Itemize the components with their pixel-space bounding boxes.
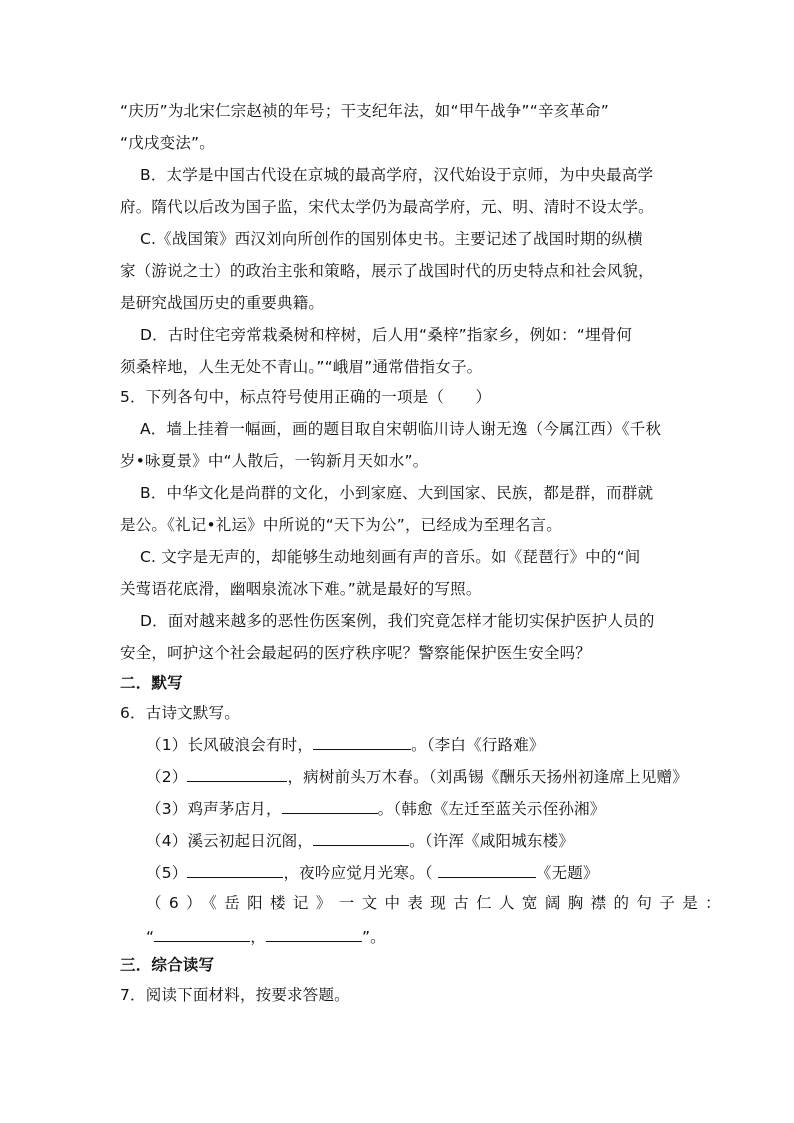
q5-option-c-line-2: 关莺语花底滑，幽咽泉流冰下难。”就是最好的写照。 (120, 580, 482, 598)
question-6: 6．古诗文默写。 (120, 704, 240, 722)
poem-5-middle: ，夜吟应觉月光寒。（ (283, 864, 433, 882)
section-heading-dictation: 二．默写 (120, 674, 183, 692)
q5-option-a-line-1: A．墙上挂着一幅画，画的题目取自宋朝临川诗人谢无逸（今属江西）《千秋 (140, 420, 662, 438)
option-d-line-2: 须桑梓地，人生无处不青山。”“峨眉”通常借指女子。 (120, 358, 483, 376)
answer-blank-2[interactable] (187, 765, 287, 782)
poem-item-4 (146, 829, 574, 851)
poem-2-prefix: （2） (146, 768, 188, 786)
option-c-line-3: 是研究战国历史的重要典籍。 (120, 294, 325, 312)
poem-4-suffix: 。（许浑《咸阳城东楼》 (409, 832, 575, 850)
q5-option-d-line-1: D．面对越来越多的恶性伤医案例，我们究竟怎样才能切实保护医护人员的 (140, 612, 655, 630)
text-line-2: “戊戌变法”。 (120, 134, 215, 152)
answer-blank-5[interactable] (187, 861, 283, 878)
poem-item-6-line-2 (146, 925, 386, 947)
poem-3-prefix: （3）鸡声茅店月， (146, 800, 282, 818)
answer-blank-6b[interactable] (266, 925, 362, 942)
text-line-1: “庆历”为北宋仁宗赵祯的年号；干支纪年法，如“甲午战争”“辛亥革命” (120, 102, 609, 120)
option-c-line-1: C.《战国策》西汉刘向所创作的国别体史书。主要记述了战国时期的纵横 (140, 230, 643, 248)
poem-1-suffix: 。（李白《行路难》 (411, 736, 545, 754)
question-7: 7．阅读下面材料，按要求答题。 (120, 986, 350, 1004)
poem-item-2 (146, 765, 688, 787)
answer-blank-3[interactable] (282, 797, 378, 814)
poem-item-6-line-1: （6）《岳阳楼记》一文中表现古仁人宽阔胸襟的句子是： (146, 894, 729, 912)
q5-option-a-line-2: 岁•咏夏景》中“人散后，一钩新月天如水”。 (120, 452, 429, 470)
answer-blank-5-author[interactable] (438, 861, 536, 878)
quote-open: “ (146, 928, 155, 946)
option-c-line-2: 家（游说之士）的政治主张和策略，展示了战国时代的历史特点和社会风貌， (120, 262, 654, 280)
answer-blank-1[interactable] (313, 733, 411, 750)
poem-item-3 (146, 797, 605, 819)
q5-option-c-line-1: C. 文字是无声的，却能够生动地刻画有声的音乐。如《琵琶行》中的“间 (140, 548, 641, 566)
option-d-line-1: D．古时住宅旁常栽桑树和梓树，后人用“桑梓”指家乡，例如：“埋骨何 (140, 326, 633, 344)
poem-item-5 (146, 861, 599, 883)
poem-1-prefix: （1）长风破浪会有时， (146, 736, 314, 754)
poem-5-suffix: 《无题》 (535, 864, 599, 882)
section-heading-reading-writing: 三．综合读写 (120, 956, 215, 974)
answer-blank-4[interactable] (313, 829, 409, 846)
poem-3-suffix: 。（韩愈《左迁至蓝关示侄孙湘》 (377, 800, 606, 818)
option-b-line-2: 府。隋代以后改为国子监，宋代太学仍为最高学府，元、明、清时不设太学。 (120, 198, 654, 216)
question-5: 5．下列各句中，标点符号使用正确的一项是（ ） (120, 388, 492, 406)
q5-option-d-line-2: 安全，呵护这个社会最起码的医疗秩序呢？警察能保护医生安全吗？ (120, 644, 592, 662)
poem-item-1 (146, 733, 545, 755)
poem-5-prefix: （5） (146, 864, 188, 882)
q5-option-b-line-2: 是公。《礼记•礼运》中所说的“天下为公”，已经成为至理名言。 (120, 516, 562, 534)
poem-2-suffix: ，病树前头万木春。（刘禹锡《酬乐天扬州初逢席上见赠》 (287, 768, 688, 786)
quote-close: ”。 (361, 928, 386, 946)
option-b-line-1: B．太学是中国古代设在京城的最高学府，汉代始设于京师，为中央最高学 (140, 166, 654, 184)
poem-4-prefix: （4）溪云初起日沉阁， (146, 832, 314, 850)
q5-option-b-line-1: B．中华文化是尚群的文化，小到家庭、大到国家、民族，都是群，而群就 (140, 484, 654, 502)
answer-blank-6a[interactable] (154, 925, 250, 942)
quote-comma: ， (250, 928, 266, 946)
